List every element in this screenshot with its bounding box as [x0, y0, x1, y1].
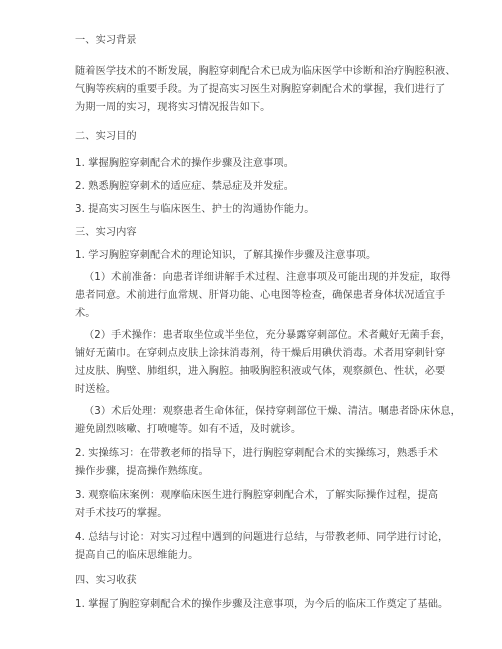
section-heading: 一、实习背景	[75, 35, 137, 46]
paragraph-line: 随着医学技术的不断发展，胸腔穿刺配合术已成为临床医学中诊断和治疗胸腔积液、	[75, 66, 456, 77]
list-item: 3. 提高实习医生与临床医生、护士的沟通协作能力。	[75, 204, 315, 215]
paragraph-line: 铺好无菌巾。在穿刺点皮肤上涂抹消毒剂，待干燥后用碘伏消毒。术者用穿刺针穿	[75, 348, 446, 359]
list-item: 1. 掌握了胸腔穿刺配合术的操作步骤及注意事项，为今后的临床工作奠定了基础。	[75, 599, 449, 610]
paragraph-line: 操作步骤，提高操作熟练度。	[75, 466, 209, 477]
paragraph-line: 3. 观察临床案例：观摩临床医生进行胸腔穿刺配合术，了解实际操作过程，提高	[75, 490, 439, 501]
section-heading: 四、实习收获	[75, 575, 137, 586]
section-heading: 三、实习内容	[75, 227, 137, 238]
paragraph-line: 患者同意。术前进行血常规、肝肾功能、心电图等检查，确保患者身体状况适宜手	[75, 290, 446, 301]
paragraph-line: 术。	[75, 308, 96, 319]
list-item: 1. 掌握胸腔穿刺配合术的操作步骤及注意事项。	[75, 158, 295, 169]
paragraph-line: （2）手术操作：患者取坐位或半坐位，充分暴露穿刺部位。术者戴好无菌手套，	[84, 330, 451, 341]
paragraph-line: 提高自己的临床思维能力。	[75, 550, 199, 561]
paragraph-line: （1）术前准备：向患者详细讲解手术过程、注意事项及可能出现的并发症，取得	[84, 272, 451, 283]
paragraph-line: 为期一周的实习，现将实习情况报告如下。	[75, 102, 271, 113]
paragraph-line: 2. 实操练习：在带教老师的指导下，进行胸腔穿刺配合术的实操练习，熟悉手术	[75, 448, 439, 459]
paragraph-line: （3）术后处理：观察患者生命体征，保持穿刺部位干燥、清洁。嘱患者卧床休息，	[84, 406, 461, 417]
paragraph-line: 时送检。	[75, 384, 117, 395]
paragraph-line: 4. 总结与讨论：对实习过程中遇到的问题进行总结，与带教老师、同学进行讨论，	[75, 532, 449, 543]
section-heading: 二、实习目的	[75, 131, 137, 142]
paragraph-line: 对手术技巧的掌握。	[75, 508, 168, 519]
list-item: 1. 学习胸腔穿刺配合术的理论知识，了解其操作步骤及注意事项。	[75, 250, 377, 261]
paragraph-line: 避免剧烈咳嗽、打喷嚏等。如有不适，及时就诊。	[75, 424, 302, 435]
list-item: 2. 熟悉胸腔穿刺术的适应症、禁忌症及并发症。	[75, 181, 295, 192]
paragraph-line: 过皮肤、胸壁、肺组织，进入胸腔。抽吸胸腔积液或气体，观察颜色、性状，必要	[75, 366, 446, 377]
paragraph-line: 气胸等疾病的重要手段。为了提高实习医生对胸腔穿刺配合术的掌握，我们进行了	[75, 84, 446, 95]
